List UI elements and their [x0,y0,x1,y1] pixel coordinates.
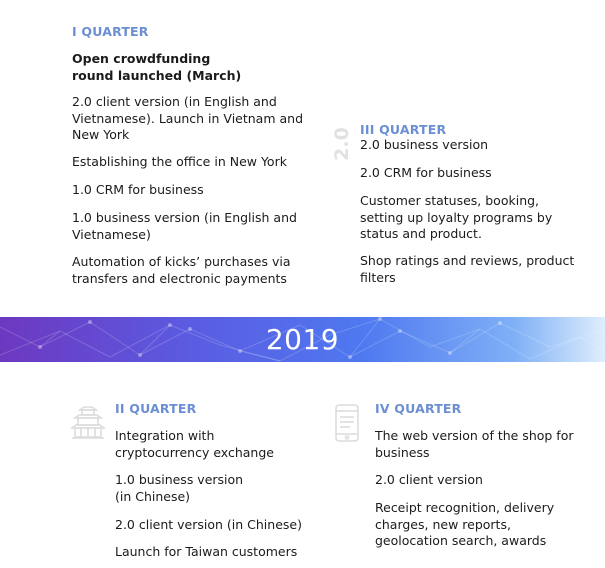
q3-item-3-line-3: status and product. [360,226,482,241]
q1-title-line-2: round launched (March) [72,67,242,83]
q2-heading: II QUARTER [115,401,197,416]
q4-item-3-line-2: charges, new reports, [375,516,511,532]
q1-item-1 [72,94,303,144]
q2-item-1-line-2: cryptocurrency exchange [115,444,274,460]
q3-item-3-line-2: setting up loyalty programs by [360,209,553,225]
q4-item-1-line-1: The web version of the shop for [375,428,574,443]
q3-item-1 [360,137,488,154]
q3-item-3 [360,193,552,243]
q3-heading: III QUARTER [360,122,447,137]
q1-item-1-line-3: New York [72,127,130,142]
q2-item-2 [115,472,243,505]
q1-item-5-line-2: transfers and electronic payments [72,270,287,286]
q4-item-3-line-3: geolocation search, awards [375,533,547,548]
q2-item-3-line-1: 2.0 client version (in Chinese) [115,517,302,532]
q2-item-1 [115,428,274,461]
q3-item-1-line-1: 2.0 business version [360,137,489,152]
q1-item-2-line-1: Establishing the office in New York [72,154,287,169]
q2-item-2-line-1: 1.0 business version [115,472,244,487]
q2-item-1-line-1: Integration with [115,428,215,443]
q3-item-4 [360,253,574,286]
q2-item-4-line-1: Launch for Taiwan customers [115,544,298,559]
q1-title-line-1: Open crowdfunding [72,51,211,66]
q1-item-1-line-1: 2.0 client version (in English and [72,94,277,109]
year-banner [0,317,605,362]
q2-item-3 [115,517,302,534]
q1-item-3 [72,182,204,199]
q3-item-2-line-1: 2.0 CRM for business [360,165,492,180]
q4-item-1-line-2: business [375,444,430,460]
q4-item-3 [375,500,554,550]
q1-item-2 [72,154,287,171]
q3-item-4-line-2: filters [360,269,396,285]
q1-item-4-line-1: 1.0 business version (in English and [72,210,297,225]
q4-item-3-line-1: Receipt recognition, delivery [375,500,555,515]
banner-year: 2019 [265,323,340,356]
q2-item-4 [115,544,297,561]
q1-item-5 [72,254,290,287]
q3-item-3-line-1: Customer statuses, booking, [360,193,540,208]
q4-heading: IV QUARTER [375,401,462,416]
q3-item-4-line-1: Shop ratings and reviews, product [360,253,575,268]
q1-item-1-line-2: Vietnamese). Launch in Vietnam and [72,110,304,126]
version-watermark: 2.0 [331,127,353,161]
q1-item-4-line-2: Vietnamese) [72,226,151,242]
q4-item-2 [375,472,483,489]
q1-item-4 [72,210,297,243]
q2-item-2-line-2: (in Chinese) [115,488,191,504]
q1-title [72,51,241,84]
smartphone-icon [334,403,360,443]
pagoda-icon [70,404,106,440]
q3-item-2 [360,165,492,182]
q1-item-3-line-1: 1.0 CRM for business [72,182,204,197]
q4-item-1 [375,428,574,461]
q1-item-5-line-1: Automation of kicks’ purchases via [72,254,291,269]
q1-heading: I QUARTER [72,24,149,39]
q4-item-2-line-1: 2.0 client version [375,472,483,487]
